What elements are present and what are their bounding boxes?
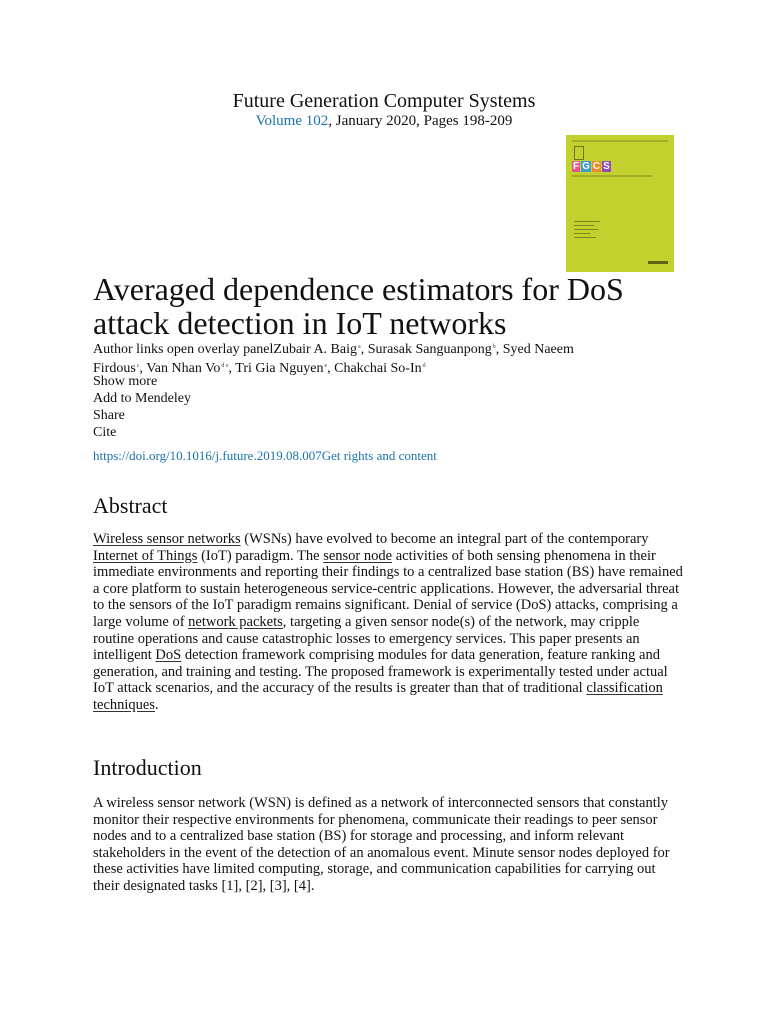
show-more-button[interactable]: Show more [93,374,158,389]
cite-button[interactable]: Cite [93,425,117,440]
volume-link[interactable]: Volume 102 [255,113,329,129]
author-separator: , [495,342,503,357]
doi-link[interactable]: https://doi.org/10.1016/j.future.2019.08.007 [93,448,322,463]
article-title: Averaged dependence estimators for DoS attack detection in IoT networks [93,271,624,341]
cover-logo [572,161,611,172]
journal-issue-info [0,112,768,130]
article-actions [93,373,191,441]
journal-cover-image[interactable] [566,135,674,272]
cover-subtitle-line [572,175,652,177]
abstract-text-run: (IoT) paradigm. The [197,547,324,564]
abstract-term-link[interactable]: Wireless sensor networks [93,531,241,547]
author-affiliation-marker[interactable]: e [324,363,328,369]
author-separator: , [360,342,368,357]
abstract-text-run: detection framework comprising modules for data generation, feature ranking and generation, and training and testing. The proposed framework is experimentally tested under actual IoT attack scenarios, and the accuracy of the results is greater than that of traditional [93,647,668,697]
introduction-heading: Introduction [93,755,202,780]
author-name[interactable]: Chakchai So-In [334,361,422,376]
author-separator: , [139,361,147,376]
author-name[interactable]: Syed Naeem Firdous [93,342,574,376]
abstract-term-link[interactable]: sensor node [323,547,393,564]
author-panel-prefix[interactable]: Author links open overlay panel [93,342,274,357]
abstract-text [93,531,683,714]
author-list [93,339,613,377]
cover-header-line [572,140,668,142]
publisher-logo-icon [574,146,584,160]
abstract-text-run: (WSNs) have evolved to become an integral part of the contemporary [240,531,649,547]
author-separator: , [327,361,335,376]
author-name[interactable]: Zubair A. Baig [273,342,358,357]
cover-logo-letter: G [582,161,590,172]
abstract-heading: Abstract [93,493,168,518]
author-name[interactable]: Surasak Sanguanpong [367,342,492,357]
share-button[interactable]: Share [93,408,125,423]
abstract-term-link[interactable]: DoS [155,647,182,664]
author-affiliation-marker[interactable]: d [422,363,426,369]
author-separator: , [228,361,236,376]
cover-logo-letter: F [573,161,580,172]
author-affiliation-marker[interactable]: d e [221,363,229,369]
author-affiliation-marker[interactable]: b [492,344,496,350]
author-name[interactable]: Tri Gia Nguyen [235,361,324,376]
abstract-text-run: activities of both sensing phenomena in their immediate environments and reporting their findings to a centralized base station (BS) have remained a core platform to sustain heterogeneous service-centric applications. However, the adversarial threat to the sensors of the IoT paradigm remains significant. Denial of service (DoS) attacks, comprising a large volume of [93,547,683,630]
get-rights-link[interactable]: Get rights and content [321,448,437,463]
cover-editor-lines [574,221,602,241]
abstract-text-run: , targeting a given sensor node(s) of the network, may cripple routine operations and cause catastrophic losses to emergency services. This paper presents an intelligent [93,613,640,664]
issue-date-pages: , January 2020, Pages 198-209 [328,113,513,129]
cover-logo-letter: C [592,161,601,172]
journal-name[interactable]: Future Generation Computer Systems [232,90,536,112]
author-affiliation-marker[interactable]: c [136,363,140,369]
introduction-text: A wireless sensor network (WSN) is defined as a network of interconnected sensors that constantly monitor their respective environments for phenomena, communicate their readings to peer sensor nodes and to a centralized base station (BS) for storage and processing, and inform relevant stakeholders in the event of the detection of an anomalous event. Minute sensor nodes deployed for these activities have limited computing, storage, and communication capabilities for carrying out their designated tasks [1], [2], [3], [4]. [93,795,670,894]
cover-brand-mark [648,261,668,264]
author-affiliation-marker[interactable]: a [358,344,361,350]
abstract-term-link[interactable]: classification techniques [93,680,663,713]
add-to-mendeley-button[interactable]: Add to Mendeley [93,391,191,406]
abstract-term-link[interactable]: Internet of Things [93,547,198,564]
author-name[interactable]: Van Nhan Vo [146,361,221,376]
abstract-term-link[interactable]: network packets [188,613,283,630]
doi-row [93,448,437,464]
cover-logo-letter: S [603,161,610,172]
abstract-text-run: . [155,696,159,713]
